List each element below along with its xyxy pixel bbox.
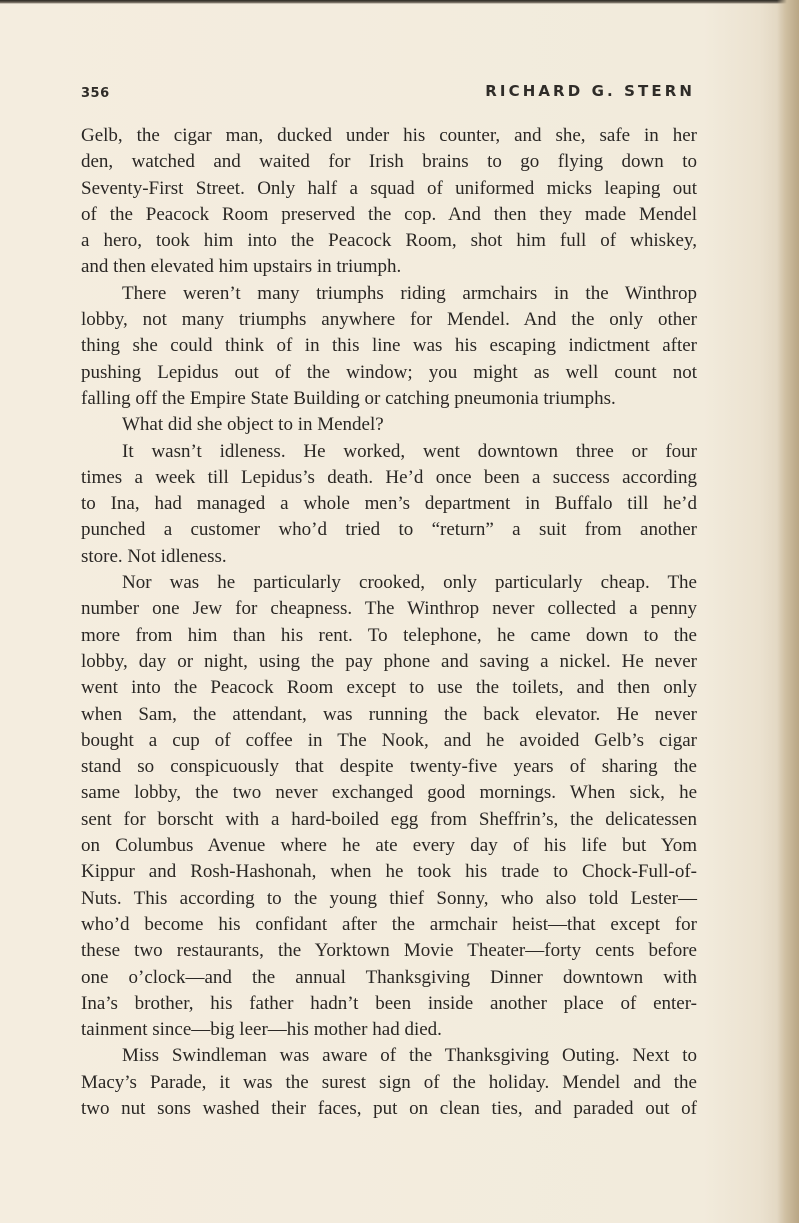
text-line: one o’clock—and the annual Thanksgiving Dinner downtown with (81, 966, 697, 988)
text-line: two nut sons washed their faces, put on clean ties, and paraded out of (81, 1097, 697, 1119)
text-line: Seventy-First Street. Only half a squad of uniformed micks leaping out (81, 177, 697, 199)
text-line: of the Peacock Room preserved the cop. And then they made Mendel (81, 203, 697, 225)
text-line: bought a cup of coffee in The Nook, and he avoided Gelb’s cigar (81, 729, 697, 751)
text-line: same lobby, the two never exchanged good mornings. When sick, he (81, 782, 697, 804)
text-line: Nuts. This according to the young thief Sonny, who also told Lester— (81, 887, 697, 909)
text-line: and then elevated him upstairs in triumph. (81, 256, 402, 278)
text-line: more from him than his rent. To telephone, he came down to the (81, 624, 697, 646)
body-text (81, 123, 697, 1122)
text-line: thing she could think of in this line was his escaping indictment after (81, 335, 697, 357)
text-line: lobby, not many triumphs anywhere for Mendel. And the only other (81, 309, 697, 331)
text-line: falling off the Empire State Building or catching pneumonia triumphs. (81, 387, 616, 409)
text-line: Ina’s brother, his father hadn’t been inside another place of enter- (81, 992, 697, 1014)
text-line: times a week till Lepidus’s death. He’d once been a success according (81, 466, 697, 488)
text-line: Gelb, the cigar man, ducked under his counter, and she, safe in her (81, 125, 697, 146)
text-line: on Columbus Avenue where he ate every day of his life but Yom (81, 835, 697, 857)
text-line: Macy’s Parade, it was the surest sign of the holiday. Mendel and the (81, 1071, 697, 1093)
text-line: den, watched and waited for Irish brains to go flying down to (81, 151, 697, 173)
text-line: when Sam, the attendant, was running the back elevator. He never (81, 703, 697, 725)
text-line: number one Jew for cheapness. The Winthrop never collected a penny (81, 598, 697, 620)
text-line: Miss Swindleman was aware of the Thanksgiving Outing. Next to (122, 1045, 697, 1067)
text-line: went into the Peacock Room except to use the toilets, and then only (81, 677, 697, 699)
page-gutter-shadow (777, 0, 799, 1223)
text-line: sent for borscht with a hard-boiled egg from Sheffrin’s, the delicatessen (81, 808, 697, 830)
text-line: to Ina, had managed a whole men’s department in Buffalo till he’d (81, 493, 697, 515)
text-line: Nor was he particularly crooked, only particularly cheap. The (122, 572, 697, 594)
page-top-edge (0, 0, 799, 4)
text-line: tainment since—big leer—his mother had died. (81, 1019, 442, 1041)
text-line: these two restaurants, the Yorktown Movie Theater—forty cents before (81, 940, 697, 962)
text-line: Kippur and Rosh-Hashonah, when he took his trade to Chock-Full-of- (81, 861, 697, 883)
text-line: lobby, day or night, using the pay phone and saving a nickel. He never (81, 650, 697, 672)
text-line: What did she object to in Mendel? (122, 414, 384, 436)
page-number: 356 (81, 86, 110, 101)
page-header (81, 82, 695, 108)
text-line: There weren’t many triumphs riding armchairs in the Winthrop (122, 282, 697, 304)
text-line: punched a customer who’d tried to “return” a suit from another (81, 519, 697, 541)
text-line: It wasn’t idleness. He worked, went downtown three or four (122, 440, 697, 462)
running-head: RICHARD G. STERN (485, 82, 695, 100)
text-line: a hero, took him into the Peacock Room, shot him full of whiskey, (81, 230, 697, 252)
text-line: stand so conspicuously that despite twenty-five years of sharing the (81, 756, 697, 778)
text-line: pushing Lepidus out of the window; you might as well count not (81, 361, 697, 383)
text-line: who’d become his confidant after the armchair heist—that except for (81, 913, 697, 935)
text-line: store. Not idleness. (81, 545, 227, 567)
